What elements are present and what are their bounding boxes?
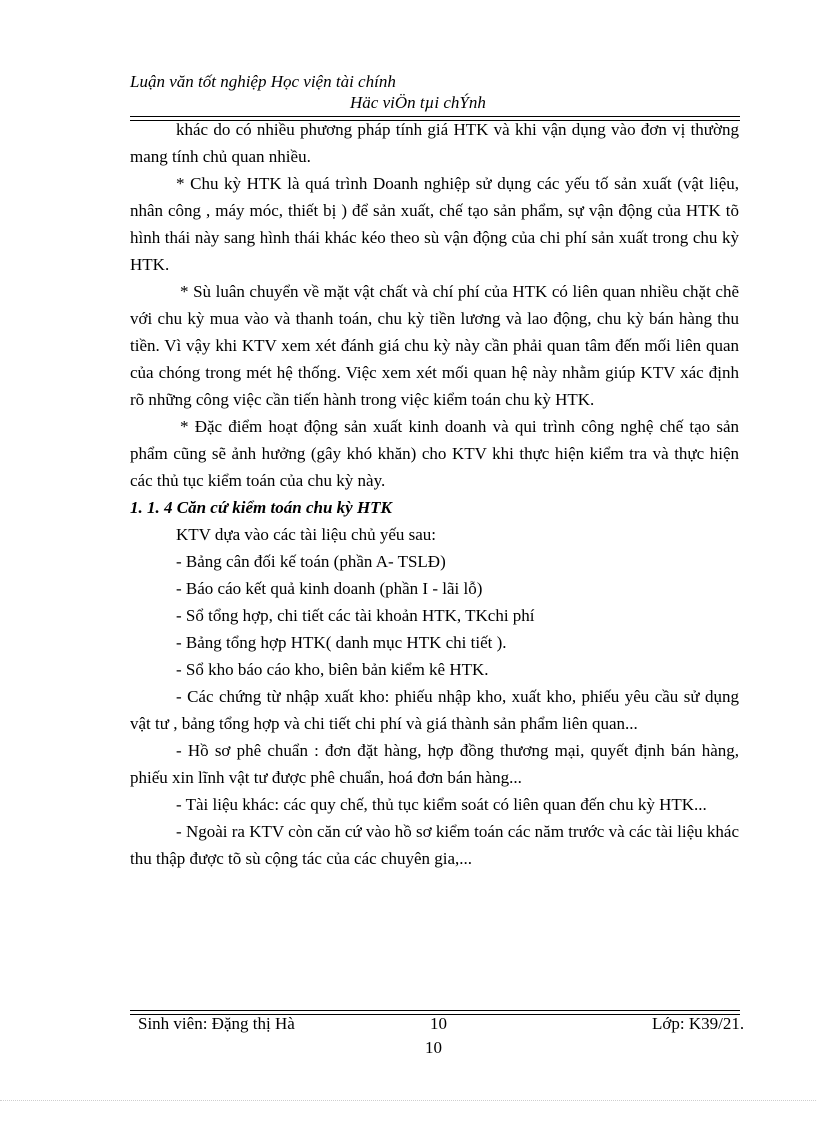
list-item: - Các chứng từ nhập xuất kho: phiếu nhập kho, xuất kho, phiếu yêu cầu sử dụng vật tư , bảng tổng hợp và chi tiết chi phí và giá thành sản phẩm liên quan... [130,687,739,733]
footer-page-number-repeat: 10 [425,1038,442,1057]
body-text [130,116,739,872]
footer-student: Sinh viên: Đặng thị Hà [138,1014,295,1033]
footer-page-number: 10 [430,1014,447,1033]
footer-class: Lớp: K39/21. [652,1014,745,1033]
running-header-garbled: Häc viÖn tµi chÝnh [350,93,486,112]
list-intro: KTV dựa vào các tài liệu chủ yếu sau: [176,525,437,544]
section-heading: 1. 1. 4 Căn cứ kiểm toán chu kỳ HTK [130,498,392,517]
paragraph-characteristics: * Đặc điểm hoạt động sản xuất kinh doanh và qui trình công nghệ chế tạo sản phẩm cũng sẽ ảnh hưởng (gây khó khăn) cho KTV khi thực hiện kiểm tra và thực hiện các thủ tục kiểm toán của chu kỳ này. [130,417,739,490]
paragraph-continuation: khác do có nhiều phương pháp tính giá HTK và khi vận dụng vào đơn vị thường mang tính chủ quan nhiều. [130,120,739,166]
list-item: - Ngoài ra KTV còn căn cứ vào hồ sơ kiểm toán các năm trước và các tài liệu khác thu thập được tõ sù cộng tác của các chuyên gia,... [130,822,739,868]
list-item: - Bảng cân đối kế toán (phần A- TSLĐ) [176,552,446,571]
paragraph-circulation: * Sù luân chuyển về mặt vật chất và chí phí của HTK có liên quan nhiều chặt chẽ với chu kỳ mua vào và thanh toán, chu kỳ tiền lương và lao động, chu kỳ bán hàng thu tiền. Vì vậy khi KTV xem xét đánh giá chu kỳ này cần phải quan tâm đến mối liên quan của chóng trong mét hệ thống. Việc xem xét mối quan hệ này nhằm giúp KTV xác định rõ những công việc cần tiến hành trong việc kiểm toán chu kỳ HTK. [130,282,739,409]
page-edge-divider [0,1100,816,1101]
list-item: - Tài liệu khác: các quy chế, thủ tục kiểm soát có liên quan đến chu kỳ HTK... [176,795,707,814]
running-header: Luận văn tốt nghiệp Học viện tài chính [130,72,396,91]
list-item: - Hồ sơ phê chuẩn : đơn đặt hàng, hợp đồng thương mại, quyết định bán hàng, phiếu xin lĩnh vật tư được phê chuẩn, hoá đơn bán hàng... [130,741,739,787]
list-item: - Sổ kho báo cáo kho, biên bản kiểm kê HTK. [176,660,489,679]
list-item: - Bảng tổng hợp HTK( danh mục HTK chi tiết ). [176,633,507,652]
list-item: - Sổ tổng hợp, chi tiết các tài khoản HTK, TKchi phí [176,606,535,625]
paragraph-inventory-cycle: * Chu kỳ HTK là quá trình Doanh nghiệp sử dụng các yếu tố sản xuất (vật liệu, nhân công , máy móc, thiết bị ) để sản xuất, chế tạo sản phẩm, sự vận động của HTK tõ hình thái này sang hình thái khác kéo theo sù vận động của chi phí sản xuất trong chu kỳ HTK. [130,174,739,274]
list-item: - Báo cáo kết quả kinh doanh (phần I - lãi lỗ) [176,579,483,598]
